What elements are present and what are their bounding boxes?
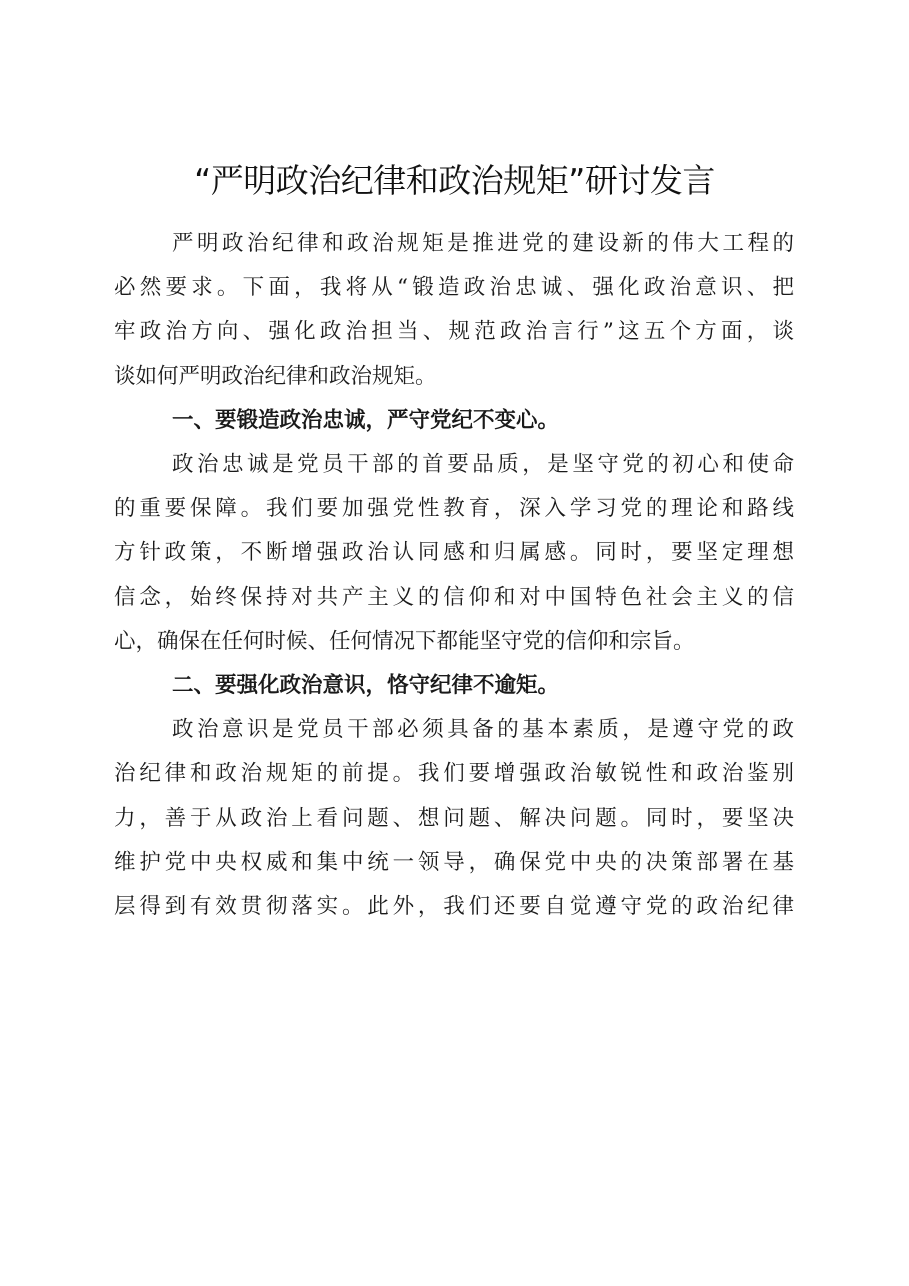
paragraph-line: 的重要保障。我们要加强党性教育，深入学习党的理论和路线	[114, 496, 794, 522]
paragraph-line: 层得到有效贯彻落实。此外，我们还要自觉遵守党的政治纪律	[114, 894, 794, 920]
paragraph-line: 政治意识是党员干部必须具备的基本素质，是遵守党的政	[172, 717, 794, 743]
paragraph-line: 治纪律和政治规矩的前提。我们要增强政治敏锐性和政治鉴别	[114, 761, 794, 787]
intro-line: 必然要求。下面，我将从“锻造政治忠诚、强化政治意识、把	[114, 275, 794, 301]
section-paragraph-1	[114, 443, 794, 664]
paragraph-line: 方针政策，不断增强政治认同感和归属感。同时，要坚定理想	[114, 540, 794, 566]
section-heading-1: 一、要锻造政治忠诚，严守党纪不变心。	[172, 407, 560, 433]
paragraph-line: 心，确保在任何时候、任何情况下都能坚守党的信仰和宗旨。	[114, 628, 695, 654]
document-body	[114, 222, 794, 929]
intro-line: 牢政治方向、强化政治担当、规范政治言行”这五个方面，谈	[114, 319, 794, 345]
intro-paragraph	[114, 222, 794, 399]
paragraph-line: 信念，始终保持对共产主义的信仰和对中国特色社会主义的信	[114, 584, 794, 610]
paragraph-line: 力，善于从政治上看问题、想问题、解决问题。同时，要坚决	[114, 805, 794, 831]
section-heading-2: 二、要强化政治意识，恪守纪律不逾矩。	[172, 673, 560, 699]
intro-line: 谈如何严明政治纪律和政治规矩。	[114, 363, 437, 389]
intro-line: 严明政治纪律和政治规矩是推进党的建设新的伟大工程的	[172, 231, 794, 256]
section-paragraph-2	[114, 708, 794, 929]
paragraph-line: 维护党中央权威和集中统一领导，确保党中央的决策部署在基	[114, 849, 794, 875]
paragraph-line: 政治忠诚是党员干部的首要品质，是坚守党的初心和使命	[172, 452, 794, 478]
document-title: “严明政治纪律和政治规矩”研讨发言	[194, 161, 715, 200]
